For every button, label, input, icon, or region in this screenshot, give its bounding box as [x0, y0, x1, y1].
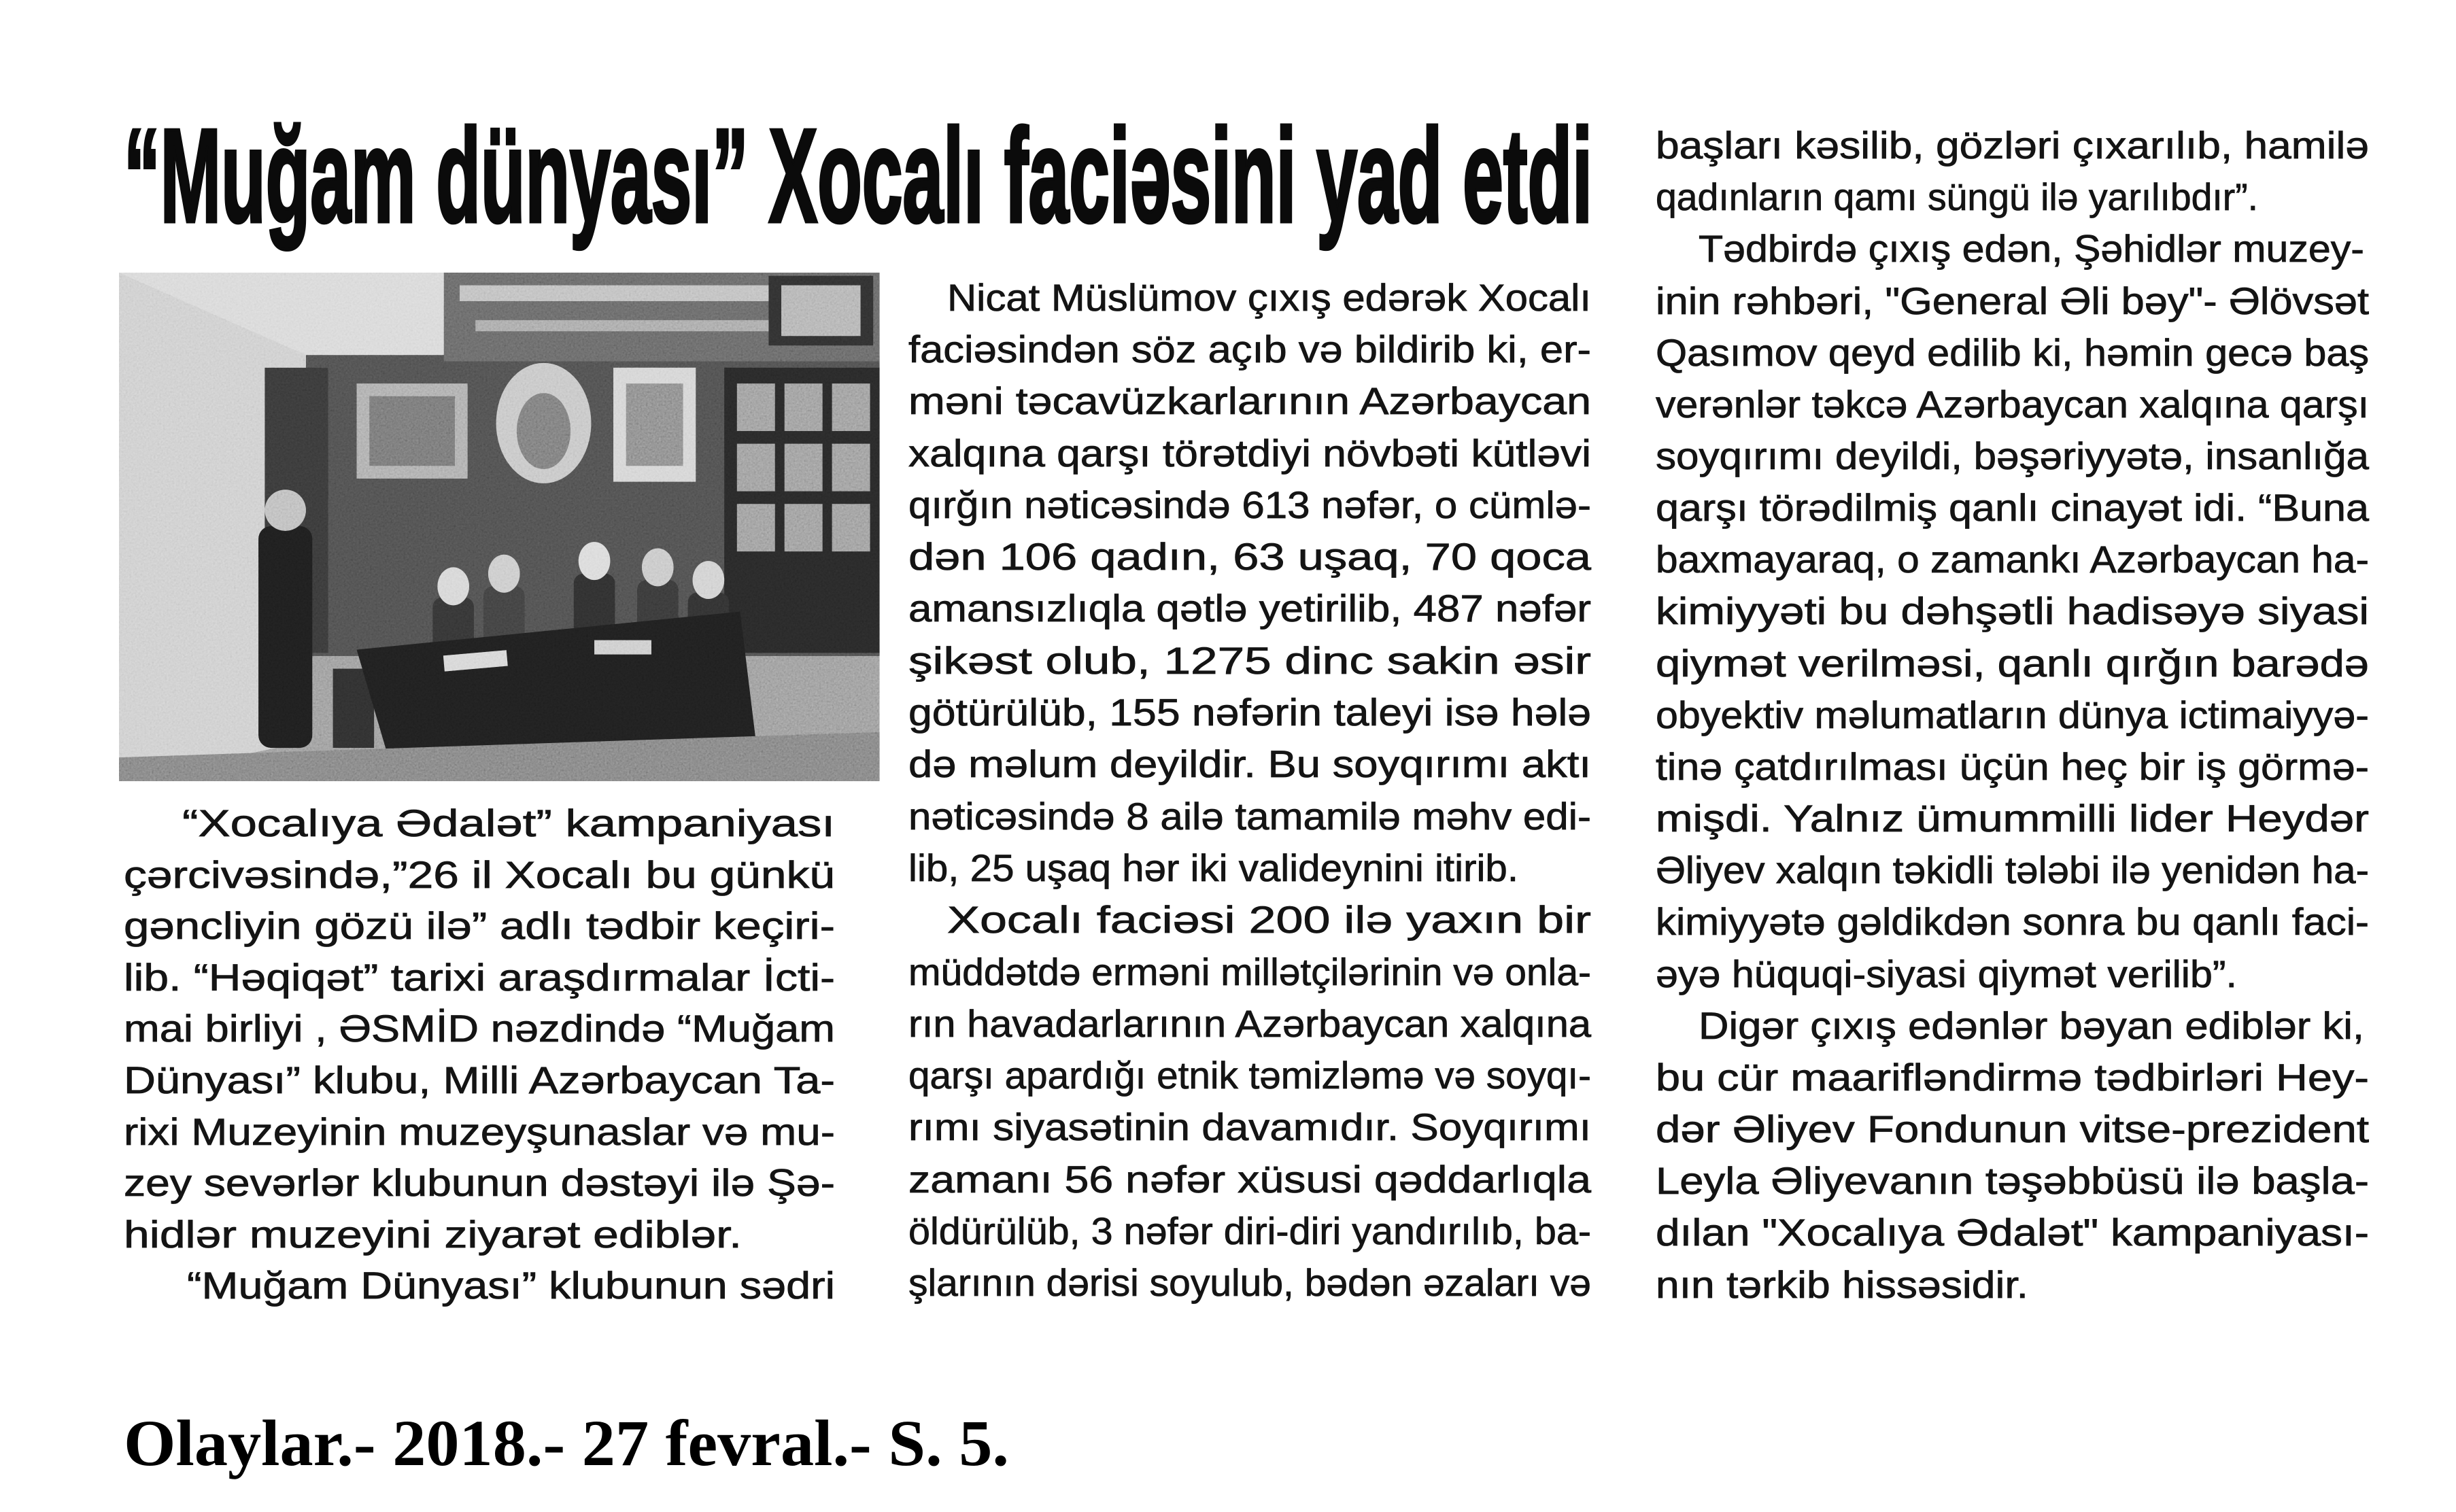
- text-line: kimiyyətə gəldikdən sonra bu qanlı faci-: [1656, 900, 2369, 943]
- text-line: mai birliyi , ƏSMİD nəzdində “Muğam: [124, 1007, 835, 1050]
- text-line: mişdi. Yalnız ümummilli lider Heydər: [1656, 797, 2369, 840]
- text-line: şlarının dərisi soyulub, bədən əzaları və: [908, 1261, 1591, 1304]
- text-line: amansızlıqla qətlə yetirilib, 487 nəfər: [908, 587, 1591, 630]
- text-line: qırğın nəticəsində 613 nəfər, o cümlə-: [908, 483, 1591, 526]
- text-line: obyektiv məlumatların dünya ictimaiyyə-: [1656, 693, 2369, 736]
- text-line: qiymət verilməsi, qanlı qırğın barədə: [1656, 642, 2369, 685]
- text-line: Nicat Müslümov çıxış edərək Xocalı: [947, 276, 1591, 319]
- text-line: Qasımov qeyd edilib ki, həmin gecə baş: [1656, 331, 2369, 374]
- text-line: Dünyası” klubu, Milli Azərbaycan Ta-: [124, 1059, 835, 1101]
- text-line: “Muğam Dünyası” klubunun sədri: [187, 1264, 835, 1307]
- text-line: bu cür maarifləndirmə tədbirləri Hey-: [1656, 1056, 2369, 1099]
- article-photo: [119, 273, 880, 781]
- text-line: tinə çatdırılması üçün heç bir iş görmə-: [1656, 745, 2369, 788]
- text-line: dən 106 qadın, 63 uşaq, 70 qoca: [908, 535, 1592, 578]
- text-line: qarşı törədilmiş qanlı cinayət idi. “Buna: [1656, 486, 2370, 529]
- text-line: nın tərkib hissəsidir.: [1656, 1263, 2028, 1306]
- text-line: Xocalı faciəsi 200 ilə yaxın bir: [947, 898, 1591, 941]
- text-line: kimiyyəti bu dəhşətli hadisəyə siyasi: [1656, 589, 2369, 632]
- text-line: qarşı apardığı etnik təmizləmə və soyqı-: [908, 1054, 1591, 1097]
- text-line: faciəsindən söz açıb və bildirib ki, er-: [908, 328, 1591, 371]
- text-line: rixi Muzeyinin muzeyşunaslar və mu-: [124, 1110, 835, 1153]
- text-line: nəticəsində 8 ailə tamamilə məhv edi-: [908, 795, 1591, 838]
- text-line: baxmayaraq, o zamankı Azərbaycan ha-: [1656, 538, 2369, 581]
- text-line: gəncliyin gözü ilə” adlı tədbir keçiri-: [124, 904, 835, 947]
- text-line: əyə hüquqi-siyasi qiymət verilib”.: [1656, 952, 2237, 995]
- text-line: başları kəsilib, gözləri çıxarılıb, hamilə: [1656, 124, 2369, 167]
- text-line: müddətdə erməni millətçilərinin və onla-: [908, 950, 1591, 993]
- text-line: dər Əliyev Fondunun vitse-prezident: [1656, 1107, 2370, 1150]
- text-line: çərcivəsində,”26 il Xocalı bu günkü: [124, 853, 835, 896]
- text-line: zamanı 56 nəfər xüsusi qəddarlıqla: [908, 1158, 1592, 1201]
- text-line: şikəst olub, 1275 dinc sakin əsir: [908, 639, 1591, 682]
- text-line: rın havadarlarının Azərbaycan xalqına: [908, 1002, 1592, 1045]
- headline: “Muğam dünyası” Xocalı faciəsini yad etdi: [124, 101, 1592, 250]
- text-line: hidlər muzeyini ziyarət ediblər.: [124, 1213, 742, 1256]
- text-line: rımı siyasətinin davamıdır. Soyqırımı: [908, 1105, 1591, 1148]
- photo-grain: [119, 273, 880, 781]
- text-line: qadınların qamı süngü ilə yarılıbdır”.: [1656, 175, 2258, 218]
- text-line: məni təcavüzkarlarının Azərbaycan: [908, 379, 1591, 422]
- text-line: də məlum deyildir. Bu soyqırımı aktı: [908, 742, 1591, 785]
- column-3: [1656, 124, 2370, 1306]
- text-line: Tədbirdə çıxış edən, Şəhidlər muzey-: [1699, 227, 2364, 270]
- text-line: zey sevərlər klubunun dəstəyi ilə Şə-: [124, 1161, 835, 1204]
- text-line: öldürülüb, 3 nəfər diri-diri yandırılıb, ba-: [908, 1209, 1591, 1252]
- text-line: Digər çıxış edənlər bəyan ediblər ki,: [1699, 1004, 2364, 1047]
- text-line: Əliyev xalqın təkidli tələbi ilə yenidən ha-: [1656, 848, 2369, 891]
- source-citation: Olaylar.- 2018.- 27 fevral.- S. 5.: [124, 1407, 1009, 1479]
- text-line: verənlər təkcə Azərbaycan xalqına qarşı: [1656, 383, 2369, 426]
- text-line: götürülüb, 155 nəfərin taleyi isə hələ: [908, 691, 1591, 734]
- text-line: inin rəhbəri, "General Əli bəy"- Əlövsət: [1656, 279, 2370, 322]
- text-line: soyqırımı deyildi, bəşəriyyətə, insanlığa: [1656, 434, 2370, 477]
- text-line: lib, 25 uşaq hər iki valideynini itirib.: [908, 846, 1518, 889]
- text-line: lib. “Həqiqət” tarixi araşdırmalar İcti-: [124, 956, 835, 999]
- text-line: xalqına qarşı törətdiyi növbəti kütləvi: [908, 432, 1591, 475]
- text-line: “Xocalıya Ədalət” kampaniyası: [182, 802, 835, 844]
- text-line: Leyla Əliyevanın təşəbbüsü ilə başla-: [1656, 1159, 2369, 1202]
- text-line: dılan "Xocalıya Ədalət" kampaniyası-: [1656, 1211, 2369, 1254]
